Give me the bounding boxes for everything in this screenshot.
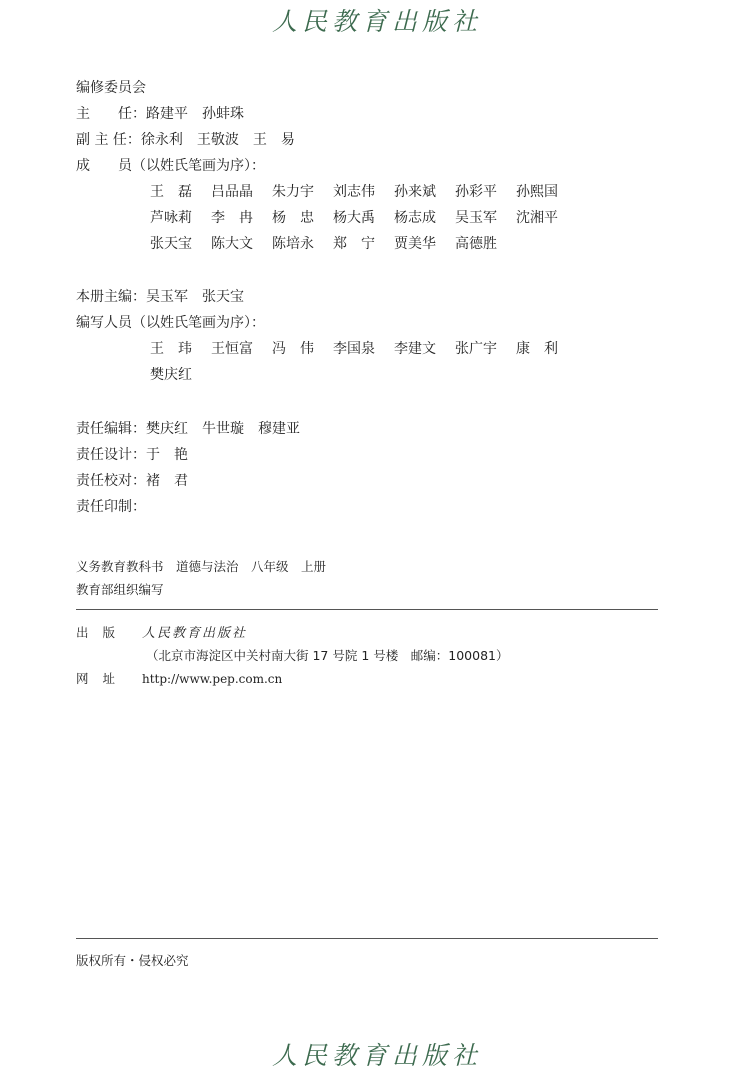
responsible-label: 责任印制：	[76, 499, 146, 515]
website-line	[76, 667, 508, 690]
responsible-design-line	[76, 442, 300, 468]
publisher-name: 人民教育出版社	[142, 626, 248, 641]
member-name: 贾美华	[394, 236, 436, 252]
chief-editor-label: 本册主编：	[76, 289, 146, 305]
writers-row	[76, 336, 577, 362]
responsible-print-line	[76, 494, 300, 520]
writers-label: 编写人员（以姓氏笔画为序）：	[76, 315, 265, 331]
publisher-info	[76, 621, 508, 690]
responsible-label: 责任编辑：	[76, 421, 146, 437]
publisher-logo-bottom: 人民教育出版社	[271, 1041, 482, 1070]
responsible-editor-line	[76, 416, 300, 442]
member-name: 陈大文	[211, 236, 253, 252]
member-name: 郑 宁	[333, 236, 375, 252]
responsible-label: 责任校对：	[76, 473, 146, 489]
writer-name: 冯 伟	[272, 341, 314, 357]
responsible-value: 于 艳	[146, 447, 188, 463]
editorial-committee	[76, 75, 577, 257]
website-label: 网址	[76, 671, 130, 686]
writer-name: 张广宇	[455, 341, 497, 357]
members-row	[76, 205, 577, 231]
writer-name: 李国泉	[333, 341, 375, 357]
deputy-label: 副 主 任：	[76, 132, 141, 148]
writer-name: 王恒富	[211, 341, 253, 357]
deputy-line	[76, 127, 577, 153]
member-name: 王 磊	[150, 184, 192, 200]
director-names: 路建平 孙蚌珠	[146, 106, 244, 122]
member-name: 张天宝	[150, 236, 192, 252]
writers-row	[76, 362, 577, 388]
copyright-notice: 版权所有・侵权必究	[76, 953, 189, 968]
divider-rule	[76, 609, 658, 610]
member-name: 杨 忠	[272, 210, 314, 226]
members-label: 成 员（以姓氏笔画为序）：	[76, 158, 265, 174]
member-name: 芦咏莉	[150, 210, 192, 226]
publish-label: 出版	[76, 625, 130, 640]
publisher-line	[76, 621, 508, 644]
member-name: 杨大禹	[333, 210, 375, 226]
member-name: 吕品晶	[211, 184, 253, 200]
responsible-label: 责任设计：	[76, 447, 146, 463]
chief-editor-line	[76, 284, 577, 310]
writer-name: 李建文	[394, 341, 436, 357]
chief-editor-names: 吴玉军 张天宝	[146, 289, 244, 305]
member-name: 孙熙国	[516, 184, 558, 200]
member-name: 杨志成	[394, 210, 436, 226]
deputy-names: 徐永利 王敬波 王 易	[140, 132, 295, 148]
volume-credits	[76, 284, 577, 388]
committee-title: 编修委员会	[76, 80, 146, 96]
book-series-line: 义务教育教科书 道德与法治 八年级 上册	[76, 559, 327, 574]
member-name: 吴玉军	[455, 210, 497, 226]
writer-name: 王 玮	[150, 341, 192, 357]
writer-name: 康 利	[516, 341, 558, 357]
divider-rule-bottom	[76, 938, 658, 939]
writer-name: 樊庆红	[150, 367, 192, 383]
responsible-value: 樊庆红 牛世璇 穆建亚	[146, 421, 300, 437]
member-name: 李 冉	[211, 210, 253, 226]
responsible-value: 褚 君	[146, 473, 188, 489]
member-name: 高德胜	[455, 236, 497, 252]
responsible-proofread-line	[76, 468, 300, 494]
publisher-address: （北京市海淀区中关村南大街 17 号院 1 号楼 邮编：100081）	[146, 648, 509, 663]
member-name: 孙来斌	[394, 184, 436, 200]
director-label: 主 任：	[76, 106, 146, 122]
member-name: 刘志伟	[333, 184, 375, 200]
publisher-logo-top: 人民教育出版社	[271, 7, 482, 36]
book-info	[76, 555, 326, 601]
website-url[interactable]: http://www.pep.com.cn	[142, 672, 283, 686]
members-row	[76, 231, 577, 257]
member-name: 陈培永	[272, 236, 314, 252]
members-row	[76, 179, 577, 205]
member-name: 沈湘平	[516, 210, 558, 226]
responsible-staff	[76, 416, 300, 520]
member-name: 朱力宇	[272, 184, 314, 200]
member-name: 孙彩平	[455, 184, 497, 200]
book-compiler: 教育部组织编写	[76, 582, 164, 597]
director-line	[76, 101, 577, 127]
